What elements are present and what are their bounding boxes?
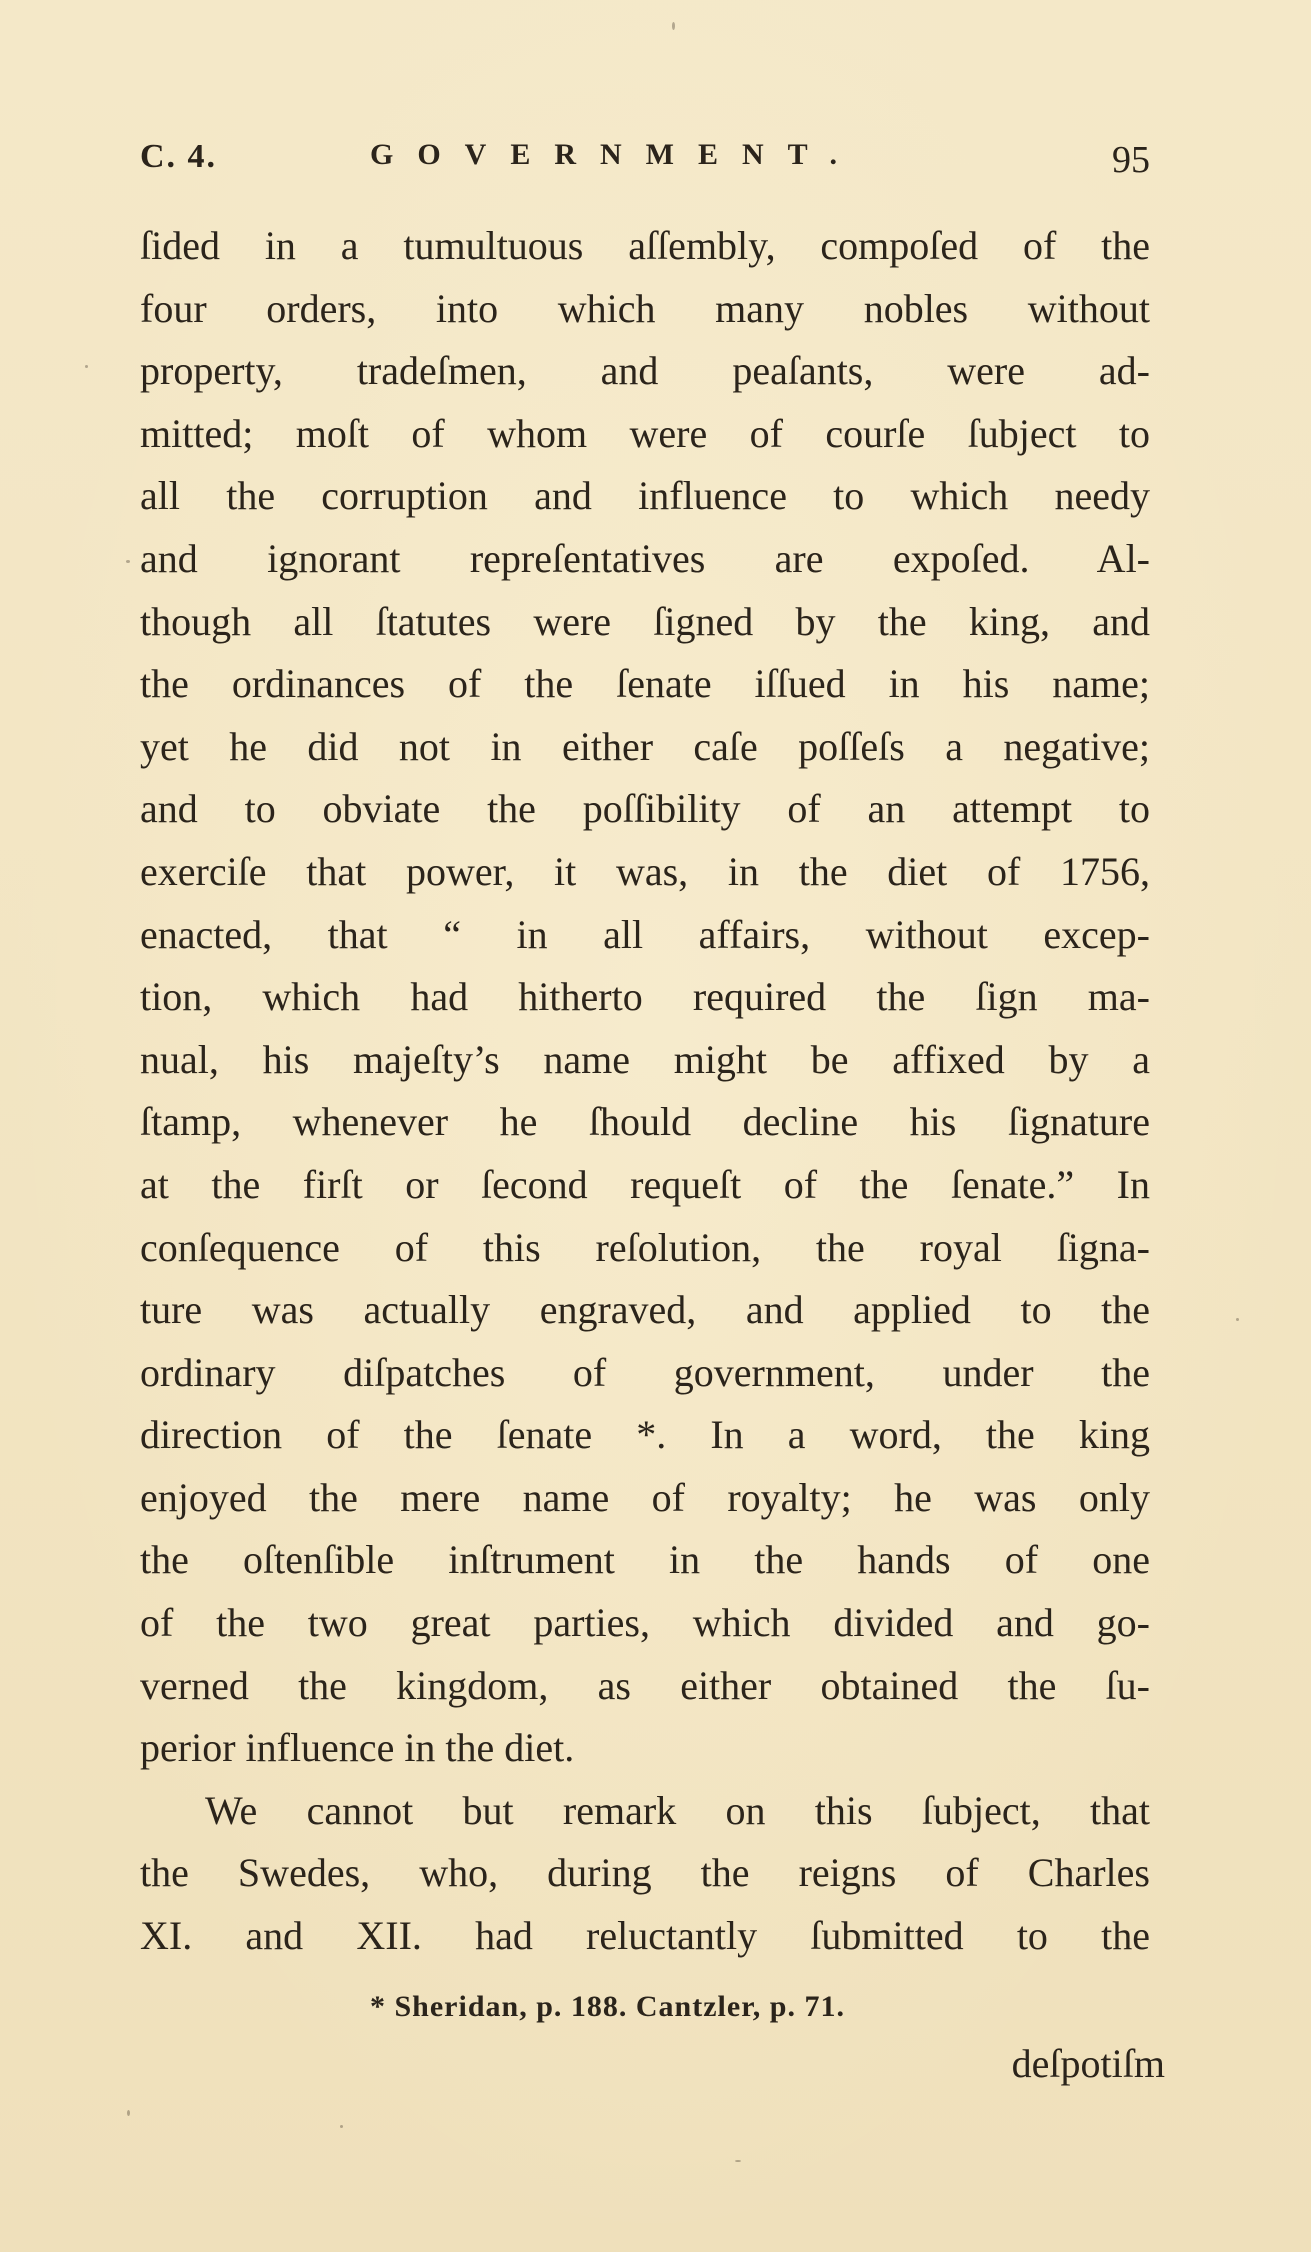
text-line: though all ſtatutes were ſigned by the king, and: [140, 598, 1150, 644]
text-line: the oſtenſible inſtrument in the hands of one: [140, 1537, 1150, 1583]
text-line: four orders, into which many nobles without: [140, 285, 1150, 331]
paper-speck: [672, 22, 675, 30]
text-line: and to obviate the poſſibility of an attempt to: [140, 786, 1150, 832]
text-line: property, tradeſmen, and peaſants, were ad-: [140, 348, 1150, 394]
text-line: ſided in a tumultuous aſſembly, compoſed of the: [140, 223, 1150, 268]
footnote: * Sheridan, p. 188. Cantzler, p. 71.: [370, 1990, 845, 2023]
text-line: tion, which had hitherto required the ſign ma-: [140, 974, 1150, 1020]
text-line: exerciſe that power, it was, in the diet of 1756,: [140, 848, 1150, 894]
text-line: ſtamp, whenever he ſhould decline his ſignature: [140, 1099, 1150, 1145]
text-line: conſequence of this reſolution, the royal ſigna-: [140, 1224, 1150, 1270]
text-line: the Swedes, who, during the reigns of Charles: [140, 1850, 1150, 1896]
text-line: enacted, that “ in all affairs, without excep-: [140, 911, 1150, 957]
text-line: ordinary diſpatches of government, under the: [140, 1349, 1150, 1395]
text-line: and ignorant repreſentatives are expoſed. Al-: [140, 535, 1150, 581]
running-head: [140, 138, 1150, 188]
paper-speck: [735, 2160, 741, 2162]
text-line: verned the kingdom, as either obtained the ſu-: [140, 1662, 1150, 1708]
text-line: XI. and XII. had reluctantly ſubmitted to the: [140, 1913, 1150, 1959]
chapter-label: C. 4.: [140, 138, 218, 175]
text-line: yet he did not in either caſe poſſeſs a negative;: [140, 723, 1150, 769]
paper-speck: [126, 560, 130, 563]
text-line: at the firſt or ſecond requeſt of the ſenate.” In: [140, 1161, 1150, 1207]
paragraph-end-line: perior influence in the diet.: [140, 1725, 575, 1771]
paragraph-start-line: We cannot but remark on this ſubject, that: [205, 1787, 1150, 1833]
running-title: GOVERNMENT.: [370, 138, 861, 171]
text-line: enjoyed the mere name of royalty; he was only: [140, 1474, 1150, 1520]
paper-speck: [127, 2110, 130, 2116]
text-line: nual, his majeſty’s name might be affixed by a: [140, 1036, 1150, 1082]
text-line: direction of the ſenate *. In a word, the king: [140, 1412, 1150, 1458]
page-number: 95: [1112, 139, 1150, 181]
text-line: all the corruption and influence to which needy: [140, 473, 1150, 519]
catchword: deſpotiſm: [1011, 2041, 1165, 2086]
text-line: ture was actually engraved, and applied to the: [140, 1287, 1150, 1333]
text-line: the ordinances of the ſenate iſſued in his name;: [140, 661, 1150, 707]
paper-speck: [85, 365, 88, 368]
text-line: mitted; moſt of whom were of courſe ſubject to: [140, 410, 1150, 456]
text-line: of the two great parties, which divided and go-: [140, 1600, 1150, 1646]
paper-speck: [340, 2125, 343, 2128]
paper-speck: [1236, 1318, 1239, 1321]
body-text: [140, 215, 1150, 1968]
